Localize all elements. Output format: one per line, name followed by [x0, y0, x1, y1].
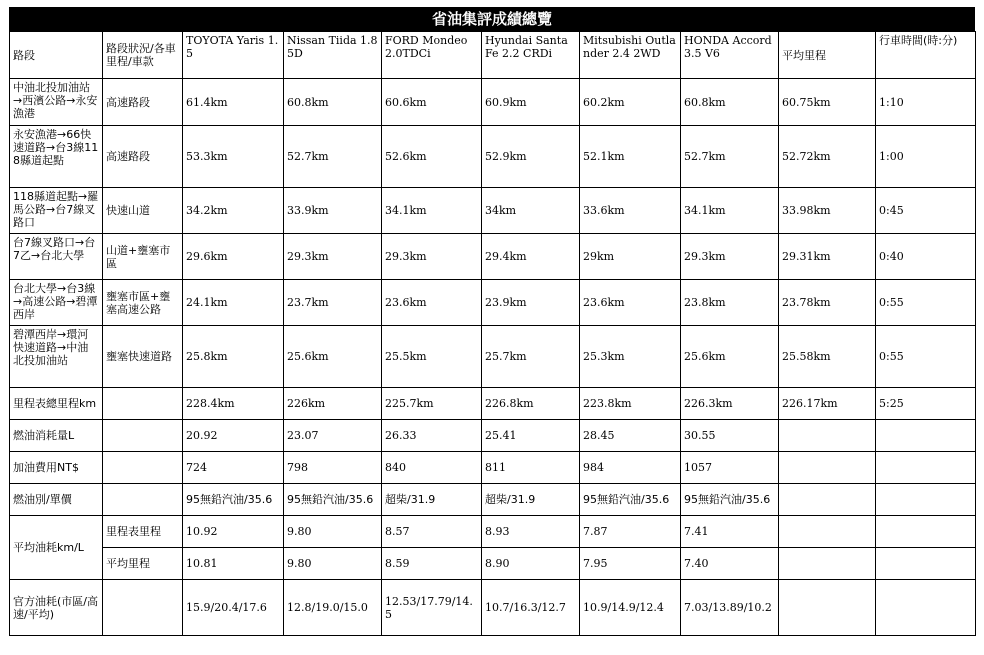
table-cell: 29.31km [779, 234, 876, 280]
table-cell: 碧潭西岸→環河快速道路→中油北投加油站 [10, 326, 103, 388]
table-cell: 7.41 [681, 516, 779, 548]
table-cell: 60.8km [681, 79, 779, 126]
table-cell [779, 484, 876, 516]
table-cell: 840 [382, 452, 482, 484]
header-cell: FORD Mondeo 2.0TDCi [382, 32, 482, 79]
table-cell: 984 [580, 452, 681, 484]
table-cell: 30.55 [681, 420, 779, 452]
table-cell: 壅塞市區+壅塞高速公路 [103, 280, 183, 326]
table-cell: 53.3km [183, 126, 284, 188]
table-cell: 33.6km [580, 188, 681, 234]
results-table [9, 31, 976, 636]
results-table-container [9, 7, 975, 636]
table-cell: 29.3km [382, 234, 482, 280]
table-cell: 燃油別/單價 [10, 484, 103, 516]
table-cell: 10.92 [183, 516, 284, 548]
table-cell: 台7線叉路口→台7乙→台北大學 [10, 234, 103, 280]
table-row [10, 326, 976, 388]
header-cell: 路段狀況/各車里程/車款 [103, 32, 183, 79]
table-cell: 29.3km [681, 234, 779, 280]
table-cell: 25.6km [284, 326, 382, 388]
table-row [10, 516, 976, 548]
table-cell: 25.3km [580, 326, 681, 388]
table-cell [876, 420, 976, 452]
table-cell: 9.80 [284, 516, 382, 548]
table-cell: 0:45 [876, 188, 976, 234]
table-cell: 1:00 [876, 126, 976, 188]
table-cell: 29.4km [482, 234, 580, 280]
table-cell: 0:55 [876, 326, 976, 388]
table-cell: 加油費用NT$ [10, 452, 103, 484]
table-row [10, 126, 976, 188]
header-cell: HONDA Accord 3.5 V6 [681, 32, 779, 79]
table-cell: 超柴/31.9 [382, 484, 482, 516]
table-row [10, 388, 976, 420]
table-cell: 226km [284, 388, 382, 420]
table-cell: 10.7/16.3/12.7 [482, 580, 580, 636]
table-cell: 28.45 [580, 420, 681, 452]
table-cell: 33.9km [284, 188, 382, 234]
table-cell: 34.1km [382, 188, 482, 234]
table-cell: 25.58km [779, 326, 876, 388]
table-cell: 25.41 [482, 420, 580, 452]
table-cell: 10.81 [183, 548, 284, 580]
table-cell [779, 420, 876, 452]
table-cell [876, 548, 976, 580]
table-cell: 34km [482, 188, 580, 234]
table-cell: 60.6km [382, 79, 482, 126]
table-cell: 5:25 [876, 388, 976, 420]
table-body [10, 32, 976, 636]
table-row [10, 280, 976, 326]
table-cell: 226.8km [482, 388, 580, 420]
table-cell: 60.8km [284, 79, 382, 126]
table-cell: 798 [284, 452, 382, 484]
header-cell: 行車時間(時:分) [876, 32, 976, 79]
table-cell: 里程表總里程km [10, 388, 103, 420]
table-cell: 平均油耗km/L [10, 516, 103, 580]
header-cell: 路段 [10, 32, 103, 79]
table-cell: 1:10 [876, 79, 976, 126]
table-cell: 95無鉛汽油/35.6 [681, 484, 779, 516]
table-cell: 山道+壅塞市區 [103, 234, 183, 280]
table-cell: 高速路段 [103, 79, 183, 126]
table-cell: 7.95 [580, 548, 681, 580]
table-cell [876, 516, 976, 548]
table-cell: 23.6km [580, 280, 681, 326]
table-cell: 9.80 [284, 548, 382, 580]
table-cell: 15.9/20.4/17.6 [183, 580, 284, 636]
table-cell [876, 484, 976, 516]
table-cell: 23.8km [681, 280, 779, 326]
table-cell: 52.7km [284, 126, 382, 188]
table-cell: 724 [183, 452, 284, 484]
table-cell [876, 580, 976, 636]
table-cell: 60.2km [580, 79, 681, 126]
table-cell: 12.8/19.0/15.0 [284, 580, 382, 636]
table-cell: 29.6km [183, 234, 284, 280]
table-cell: 10.9/14.9/12.4 [580, 580, 681, 636]
table-row [10, 79, 976, 126]
table-cell: 里程表里程 [103, 516, 183, 548]
table-cell: 29.3km [284, 234, 382, 280]
table-cell [876, 452, 976, 484]
table-cell: 23.78km [779, 280, 876, 326]
table-row [10, 484, 976, 516]
table-cell: 226.3km [681, 388, 779, 420]
table-cell [779, 580, 876, 636]
table-cell: 52.9km [482, 126, 580, 188]
table-cell: 95無鉛汽油/35.6 [580, 484, 681, 516]
table-cell: 8.57 [382, 516, 482, 548]
table-cell: 52.6km [382, 126, 482, 188]
table-cell: 226.17km [779, 388, 876, 420]
table-cell: 壅塞快速道路 [103, 326, 183, 388]
table-cell: 811 [482, 452, 580, 484]
table-cell: 228.4km [183, 388, 284, 420]
table-cell: 7.03/13.89/10.2 [681, 580, 779, 636]
table-cell [779, 548, 876, 580]
table-cell: 25.7km [482, 326, 580, 388]
table-cell: 223.8km [580, 388, 681, 420]
header-row [10, 32, 976, 79]
table-cell: 29km [580, 234, 681, 280]
table-cell: 25.8km [183, 326, 284, 388]
table-cell [779, 516, 876, 548]
table-cell: 26.33 [382, 420, 482, 452]
header-cell: TOYOTA Yaris 1.5 [183, 32, 284, 79]
table-cell: 快速山道 [103, 188, 183, 234]
table-cell: 34.2km [183, 188, 284, 234]
table-cell [779, 452, 876, 484]
table-row [10, 188, 976, 234]
table-cell: 24.1km [183, 280, 284, 326]
table-cell: 永安漁港→66快速道路→台3線118縣道起點 [10, 126, 103, 188]
table-cell: 平均里程 [103, 548, 183, 580]
table-cell [103, 420, 183, 452]
table-cell: 23.9km [482, 280, 580, 326]
table-cell: 52.7km [681, 126, 779, 188]
header-cell: Nissan Tiida 1.8 5D [284, 32, 382, 79]
table-cell [103, 388, 183, 420]
table-cell: 23.7km [284, 280, 382, 326]
table-cell: 25.6km [681, 326, 779, 388]
table-cell: 超柴/31.9 [482, 484, 580, 516]
table-cell [103, 580, 183, 636]
table-cell: 官方油耗(市區/高速/平均) [10, 580, 103, 636]
table-cell [103, 452, 183, 484]
table-cell: 118縣道起點→羅馬公路→台7線叉路口 [10, 188, 103, 234]
table-cell: 12.53/17.79/14.5 [382, 580, 482, 636]
table-cell: 61.4km [183, 79, 284, 126]
table-cell: 中油北投加油站→西濱公路→永安漁港 [10, 79, 103, 126]
table-cell: 225.7km [382, 388, 482, 420]
table-cell: 8.93 [482, 516, 580, 548]
table-cell: 燃油消耗量L [10, 420, 103, 452]
table-cell: 7.40 [681, 548, 779, 580]
table-cell: 52.1km [580, 126, 681, 188]
table-cell: 60.75km [779, 79, 876, 126]
table-row [10, 548, 976, 580]
table-cell: 7.87 [580, 516, 681, 548]
header-cell: Hyundai Santa Fe 2.2 CRDi [482, 32, 580, 79]
table-row [10, 420, 976, 452]
header-cell: 平均里程 [779, 32, 876, 79]
table-cell: 52.72km [779, 126, 876, 188]
table-cell: 25.5km [382, 326, 482, 388]
table-row [10, 452, 976, 484]
table-cell: 95無鉛汽油/35.6 [183, 484, 284, 516]
table-cell: 60.9km [482, 79, 580, 126]
table-cell: 0:55 [876, 280, 976, 326]
table-cell: 高速路段 [103, 126, 183, 188]
table-row [10, 234, 976, 280]
table-cell: 0:40 [876, 234, 976, 280]
table-cell: 8.59 [382, 548, 482, 580]
table-cell: 33.98km [779, 188, 876, 234]
table-cell: 23.6km [382, 280, 482, 326]
table-cell: 8.90 [482, 548, 580, 580]
header-cell: Mitsubishi Outlander 2.4 2WD [580, 32, 681, 79]
table-row [10, 580, 976, 636]
table-cell: 23.07 [284, 420, 382, 452]
table-title: 省油集評成績總覽 [9, 7, 975, 31]
table-cell: 台北大學→台3線→高速公路→碧潭西岸 [10, 280, 103, 326]
table-cell: 20.92 [183, 420, 284, 452]
table-cell: 34.1km [681, 188, 779, 234]
table-cell: 1057 [681, 452, 779, 484]
table-cell [103, 484, 183, 516]
table-cell: 95無鉛汽油/35.6 [284, 484, 382, 516]
